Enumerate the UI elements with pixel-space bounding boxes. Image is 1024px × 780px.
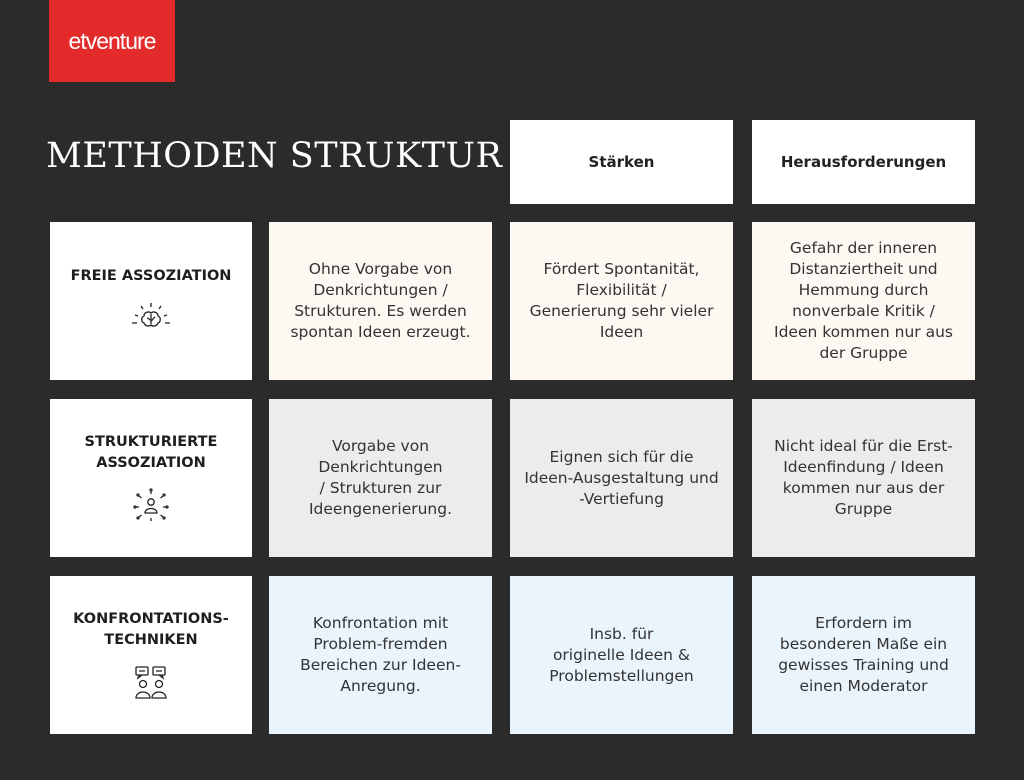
row1-description: Ohne Vorgabe von Denkrichtungen / Strukturen. Es werden spontan Ideen erzeugt.: [269, 222, 492, 380]
row2-challenges: Nicht ideal für die Erst- Ideenfindung / Ideen kommen nur aus der Gruppe: [752, 399, 975, 557]
page-title: METHODEN STRUKTUR: [46, 136, 503, 176]
person-network-icon: [127, 488, 175, 524]
row2-description: Vorgabe von Denkrichtungen / Strukturen zur Ideengenerierung.: [269, 399, 492, 557]
column-header-challenges: Herausforderungen: [752, 120, 975, 204]
people-chat-icon: [127, 665, 175, 701]
row3-description: Konfrontation mit Problem-fremden Bereichen zur Ideen- Anregung.: [269, 576, 492, 734]
row-header-freie-assoziation: [50, 222, 252, 380]
row1-challenges: Gefahr der inneren Distanziertheit und Hemmung durch nonverbale Kritik / Ideen kommen nur aus der Gruppe: [752, 222, 975, 380]
row3-strengths: Insb. für originelle Ideen & Problemstellungen: [510, 576, 733, 734]
row3-challenges: Erfordern im besonderen Maße ein gewisses Training und einen Moderator: [752, 576, 975, 734]
column-header-strengths: Stärken: [510, 120, 733, 204]
brain-idea-icon: [127, 301, 175, 337]
row-label: KONFRONTATIONS- TECHNIKEN: [73, 611, 229, 648]
row1-strengths: Fördert Spontanität, Flexibilität / Generierung sehr vieler Ideen: [510, 222, 733, 380]
row-label: STRUKTURIERTE ASSOZIATION: [84, 434, 218, 471]
row-label: FREIE ASSOZIATION: [70, 267, 232, 284]
etventure-logo: etventure: [49, 0, 175, 82]
row-header-strukturierte-assoziation: [50, 399, 252, 557]
row-header-konfrontationstechniken: [50, 576, 252, 734]
row2-strengths: Eignen sich für die Ideen-Ausgestaltung und -Vertiefung: [510, 399, 733, 557]
